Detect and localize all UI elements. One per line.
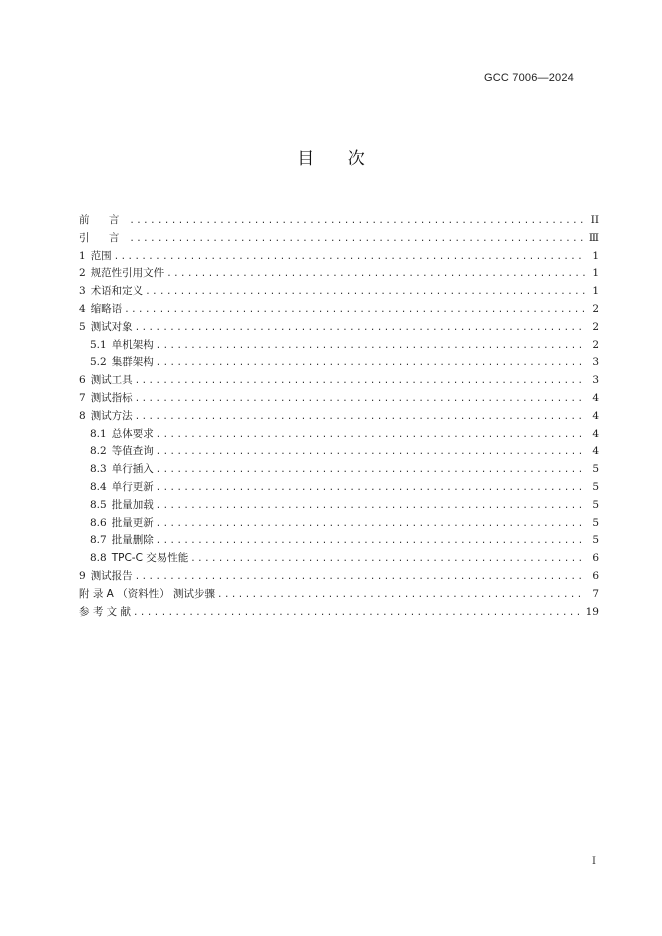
toc-entry-label-group <box>79 479 154 497</box>
toc-entry[interactable] <box>79 568 599 586</box>
toc-entry-label-group <box>79 532 154 550</box>
toc-entry-number: 8.2 <box>90 445 107 458</box>
toc-entry-page: 4 <box>592 427 599 440</box>
toc-dot-leader <box>156 462 585 480</box>
toc-entry-label: 缩略语 <box>90 302 123 315</box>
toc-entry-number: 8.5 <box>90 498 107 511</box>
toc-entry-number: 8.8 <box>90 552 107 565</box>
toc-entry-page: 2 <box>592 338 599 351</box>
toc-entry-label-group <box>79 212 127 230</box>
toc-entry-label-group <box>79 248 112 266</box>
toc-dot-leader <box>156 427 585 445</box>
toc-entry-label: 测试对象 <box>90 320 133 333</box>
toc-entry[interactable] <box>79 230 599 248</box>
toc-dot-leader <box>129 213 585 231</box>
toc-entry-number: 9 <box>79 569 86 582</box>
toc-entry-label-group <box>79 230 127 248</box>
toc-dot-leader <box>156 516 585 534</box>
toc-entry[interactable] <box>79 248 599 266</box>
toc-entry-label: 批量更新 <box>111 516 154 529</box>
toc-entry-number: 4 <box>79 302 86 315</box>
toc-dot-leader <box>135 569 585 587</box>
toc-dot-leader <box>145 284 585 302</box>
toc-entry-number: 8.3 <box>90 463 107 476</box>
toc-entry-label: 单机架构 <box>111 338 154 351</box>
toc-entry-label-group <box>79 283 143 301</box>
toc-entry-label-group <box>79 265 164 283</box>
toc-entry-label: 单行插入 <box>111 463 154 476</box>
toc-entry-page: 4 <box>592 391 599 404</box>
toc-entry[interactable] <box>79 497 599 515</box>
toc-entry-number: 7 <box>79 391 86 404</box>
toc-dot-leader <box>135 409 585 427</box>
toc-entry-page: 5 <box>592 480 599 493</box>
toc-dot-leader <box>156 444 585 462</box>
toc-entry-label: 术语和定义 <box>90 285 144 298</box>
toc-entry-label: 规范性引用文件 <box>90 267 165 280</box>
toc-dot-leader <box>124 302 585 320</box>
toc-entry-number: 8.4 <box>90 480 107 493</box>
toc-entry[interactable] <box>79 265 599 283</box>
toc-entry-label-group <box>79 550 188 568</box>
toc-entry-number: 8.7 <box>90 534 107 547</box>
toc-entry[interactable] <box>79 212 599 230</box>
toc-entry[interactable] <box>79 390 599 408</box>
toc-entry-page: 6 <box>592 569 599 582</box>
toc-entry[interactable] <box>79 408 599 426</box>
toc-entry-page: 4 <box>592 409 599 422</box>
toc-entry[interactable] <box>79 461 599 479</box>
toc-dot-leader <box>129 231 585 249</box>
toc-entry-page: 5 <box>592 534 599 547</box>
toc-entry-page: II <box>590 214 599 226</box>
toc-entry-page: 5 <box>592 463 599 476</box>
toc-entry[interactable] <box>79 319 599 337</box>
toc-entry-label-group <box>79 497 154 515</box>
toc-entry-page: 19 <box>585 605 599 618</box>
toc-entry-label-group <box>79 515 154 533</box>
toc-entry-page: 1 <box>592 267 599 280</box>
toc-entry[interactable] <box>79 532 599 550</box>
toc-entry-label: TPC-C 交易性能 <box>111 552 189 565</box>
toc-entry-label-group <box>79 390 133 408</box>
toc-entry-page: Ⅲ <box>588 231 599 244</box>
toc-entry-label: 引 言 <box>79 231 128 244</box>
toc-dot-leader <box>217 587 585 605</box>
toc-entry-label: 等值查询 <box>111 445 154 458</box>
toc-entry-label: 测试工具 <box>90 374 133 387</box>
toc-dot-leader <box>156 498 585 516</box>
toc-entry-page: 6 <box>592 552 599 565</box>
toc-entry-label-group <box>79 461 154 479</box>
toc-entry[interactable] <box>79 426 599 444</box>
toc-dot-leader <box>156 338 585 356</box>
toc-entry-label: 批量删除 <box>111 534 154 547</box>
toc-entry-label: 测试报告 <box>90 569 133 582</box>
toc-entry-label: 附 录 A （资料性） 测试步骤 <box>79 587 216 600</box>
toc-entry-number: 3 <box>79 285 86 298</box>
toc-entry-number: 2 <box>79 267 86 280</box>
toc-dot-leader <box>135 320 585 338</box>
toc-entry-label-group <box>79 604 131 622</box>
toc-entry[interactable] <box>79 283 599 301</box>
toc-entry-number: 8 <box>79 409 86 422</box>
toc-entry-number: 5.2 <box>90 356 107 369</box>
toc-entry-page: 2 <box>592 320 599 333</box>
document-code: GCC 7006—2024 <box>483 72 574 84</box>
toc-entry-number: 6 <box>79 374 86 387</box>
toc-entry-label-group <box>79 319 133 337</box>
toc-entry-number: 8.1 <box>90 427 107 440</box>
toc-entry-page: 4 <box>592 445 599 458</box>
toc-dot-leader <box>133 605 582 623</box>
toc-entry-label-group <box>79 408 133 426</box>
toc-entry-label-group <box>79 372 133 390</box>
toc-entry-label: 测试指标 <box>90 391 133 404</box>
toc-entry-label: 前 言 <box>79 214 128 226</box>
toc-dot-leader <box>166 266 585 284</box>
toc-dot-leader <box>156 480 585 498</box>
page-number: I <box>592 856 596 867</box>
toc-entry-page: 2 <box>592 302 599 315</box>
toc-entry-page: 1 <box>592 285 599 298</box>
toc-entry-label: 集群架构 <box>111 356 154 369</box>
toc-entry[interactable] <box>79 604 599 622</box>
toc-dot-leader <box>190 551 585 569</box>
toc-entry[interactable] <box>79 372 599 390</box>
toc-entry-number: 5.1 <box>90 338 107 351</box>
toc-entry-label: 单行更新 <box>111 480 154 493</box>
toc-entry-page: 7 <box>592 587 599 600</box>
toc-list <box>79 212 599 621</box>
toc-entry[interactable] <box>79 301 599 319</box>
toc-entry-label-group <box>79 354 154 372</box>
toc-entry-label-group <box>79 568 133 586</box>
toc-entry[interactable] <box>79 337 599 355</box>
toc-dot-leader <box>114 249 585 267</box>
toc-entry-number: 5 <box>79 320 86 333</box>
toc-entry-label: 批量加载 <box>111 498 154 511</box>
toc-dot-leader <box>156 533 585 551</box>
toc-entry-page: 5 <box>592 498 599 511</box>
toc-entry-page: 3 <box>592 356 599 369</box>
toc-entry-label: 参 考 文 献 <box>79 605 132 618</box>
toc-entry-label-group <box>79 426 154 444</box>
toc-entry[interactable] <box>79 550 599 568</box>
toc-entry-label-group <box>79 443 154 461</box>
toc-entry-page: 3 <box>592 374 599 387</box>
toc-entry-number: 1 <box>79 249 86 262</box>
toc-entry[interactable] <box>79 443 599 461</box>
toc-entry[interactable] <box>79 586 599 604</box>
toc-entry-label-group <box>79 337 154 355</box>
toc-entry-number: 8.6 <box>90 516 107 529</box>
toc-entry-label-group <box>79 586 215 604</box>
toc-entry[interactable] <box>79 354 599 372</box>
toc-entry-label-group <box>79 301 122 319</box>
toc-dot-leader <box>156 355 585 373</box>
toc-entry[interactable] <box>79 479 599 497</box>
toc-entry[interactable] <box>79 515 599 533</box>
toc-entry-label: 测试方法 <box>90 409 133 422</box>
toc-dot-leader <box>135 373 585 391</box>
toc-entry-label: 总体要求 <box>111 427 154 440</box>
toc-entry-label: 范围 <box>90 249 112 262</box>
toc-title: 目 次 <box>297 149 379 169</box>
toc-entry-page: 5 <box>592 516 599 529</box>
toc-entry-page: 1 <box>592 249 599 262</box>
toc-dot-leader <box>135 391 585 409</box>
